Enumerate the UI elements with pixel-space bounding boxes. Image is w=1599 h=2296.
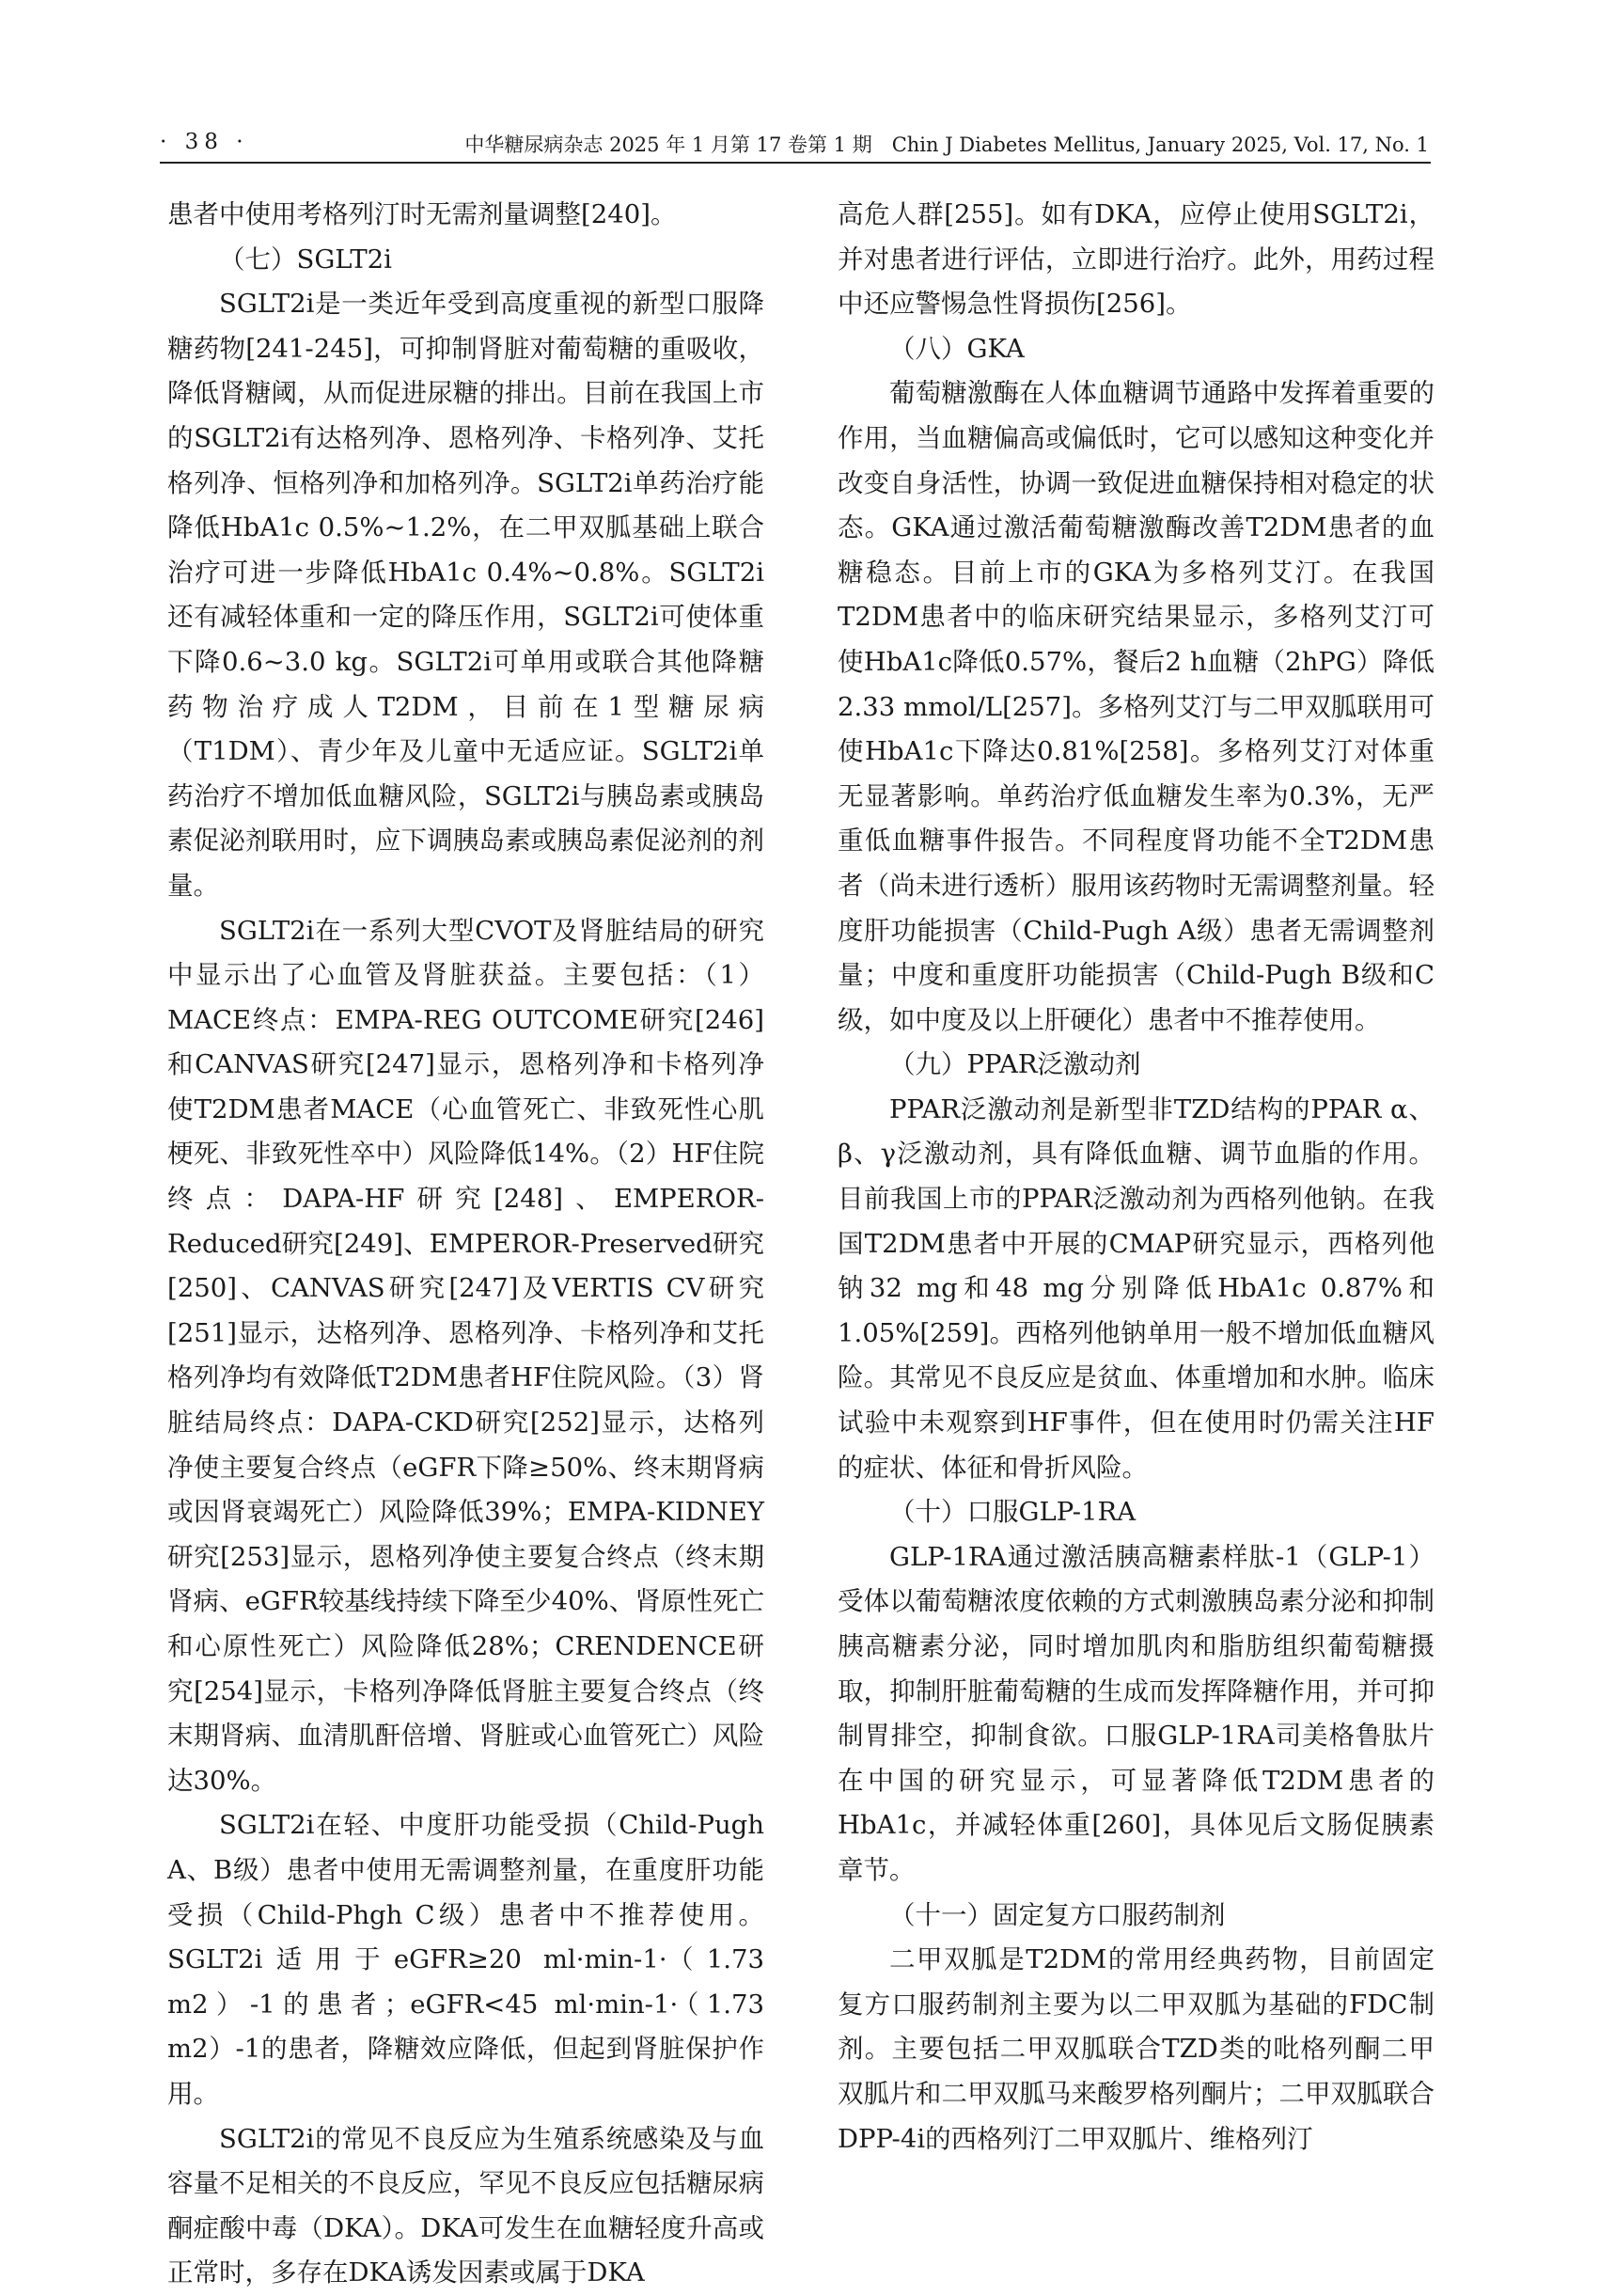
paragraph: 葡萄糖激酶在人体血糖调节通路中发挥着重要的作用，当血糖偏高或偏低时，它可以感知这种变化并改变自身活性，协调一致促进血糖保持相对稳定的状态。GKA通过激活葡萄糖激酶改善T2DM患者的血糖稳态。目前上市的GKA为多格列艾汀。在我国T2DM患者中的临床研究结果显示，多格列艾汀可使HbA1c降低0.57%，餐后2 h血糖（2hPG）降低2.33 mmol/L[257]。多格列艾汀与二甲双胍联用可使HbA1c下降达0.81%[258]。多格列艾汀对体重无显著影响。单药治疗低血糖发生率为0.3%，无严重低血糖事件报告。不同程度肾功能不全T2DM患者（尚未进行透析）服用该药物时无需调整剂量。轻度肝功能损害（Child-Pugh A级）患者无需调整剂量；中度和重度肝功能损害（Child-Pugh B级和C级，如中度及以上肝硬化）患者中不推荐使用。 xyxy=(838,378,1434,1035)
journal-citation-line: 中华糖尿病杂志 2025 年 1 月第 17 卷第 1 期 Chin J Diabetes Mellitus, January 2025, Vol. 17, No. 1 xyxy=(464,134,1429,156)
header-rule xyxy=(160,162,1431,164)
paragraph: SGLT2i是一类近年受到高度重视的新型口服降糖药物[241-245]，可抑制肾脏对葡萄糖的重吸收，降低肾糖阈，从而促进尿糖的排出。目前在我国上市的SGLT2i有达格列净、恩格列净、卡格列净、艾托格列净、恒格列净和加格列净。SGLT2i单药治疗能降低HbA1c 0.5%~1.2%，在二甲双胍基础上联合治疗可进一步降低HbA1c 0.4%~0.8%。SGLT2i还有减轻体重和一定的降压作用，SGLT2i可使体重下降0.6~3.0 kg。SGLT2i可单用或联合其他降糖药物治疗成人T2DM，目前在1型糖尿病（T1DM）、青少年及儿童中无适应证。SGLT2i单药治疗不增加低血糖风险，SGLT2i与胰岛素或胰岛素促泌剂联用时，应下调胰岛素或胰岛素促泌剂的剂量。 xyxy=(167,289,764,901)
section-heading-fdc: （十一）固定复方口服药制剂 xyxy=(889,1899,1226,1930)
paragraph: GLP-1RA通过激活胰高糖素样肽-1（GLP-1）受体以葡萄糖浓度依赖的方式刺激胰岛素分泌和抑制胰高糖素分泌，同时增加肌肉和脂肪组织葡萄糖摄取，抑制肝脏葡萄糖的生成而发挥降糖作用，并可抑制胃排空，抑制食欲。口服GLP-1RA司美格鲁肽片在中国的研究显示，可显著降低T2DM患者的HbA1c，并减轻体重[260]，具体见后文肠促胰素章节。 xyxy=(838,1541,1434,1885)
paragraph: 患者中使用考格列汀时无需剂量调整[240]。 xyxy=(167,199,677,229)
section-heading-sglt2i: （七）SGLT2i xyxy=(219,244,392,275)
section-heading-ppar: （九）PPAR泛激动剂 xyxy=(889,1049,1141,1080)
left-column xyxy=(167,193,764,2296)
paragraph: 高危人群[255]。如有DKA，应停止使用SGLT2i，并对患者进行评估，立即进行治疗。此外，用药过程中还应警惕急性肾损伤[256]。 xyxy=(838,199,1434,320)
right-column xyxy=(838,193,1434,2162)
running-header xyxy=(160,130,1429,162)
paragraph: SGLT2i的常见不良反应为生殖系统感染及与血容量不足相关的不良反应，罕见不良反应包括糖尿病酮症酸中毒（DKA）。DKA可发生在血糖轻度升高或正常时，多存在DKA诱发因素或属于DKA xyxy=(167,2123,764,2288)
page-number: · 38 · xyxy=(160,130,249,154)
paragraph: PPAR泛激动剂是新型非TZD结构的PPAR α、β、γ泛激动剂，具有降低血糖、调节血脂的作用。目前我国上市的PPAR泛激动剂为西格列他钠。在我国T2DM患者中开展的CMAP研究显示，西格列他钠32 mg和48 mg分别降低HbA1c 0.87%和1.05%[259]。西格列他钠单用一般不增加低血糖风险。其常见不良反应是贫血、体重增加和水肿。临床试验中未观察到HF事件，但在使用时仍需关注HF的症状、体征和骨折风险。 xyxy=(838,1093,1434,1483)
paragraph: 二甲双胍是T2DM的常用经典药物，目前固定复方口服药制剂主要为以二甲双胍为基础的FDC制剂。主要包括二甲双胍联合TZD类的吡格列酮二甲双胍片和二甲双胍马来酸罗格列酮片；二甲双胍联合DPP-4i的西格列汀二甲双胍片、维格列汀 xyxy=(838,1944,1434,2154)
section-heading-gka: （八）GKA xyxy=(889,333,1025,364)
section-heading-oral-glp1ra: （十）口服GLP-1RA xyxy=(889,1497,1137,1528)
paragraph: SGLT2i在轻、中度肝功能受损（Child-Pugh A、B级）患者中使用无需调整剂量，在重度肝功能受损（Child-Phgh C级）患者中不推荐使用。SGLT2i适用于eGFR≥20 ml·min-1·（1.73 m2）-1的患者；eGFR<45 ml·min-1·（1.73 m2）-1的患者，降糖效应降低，但起到肾脏保护作用。 xyxy=(167,1810,764,2109)
paragraph: SGLT2i在一系列大型CVOT及肾脏结局的研究中显示出了心血管及肾脏获益。主要包括：（1）MACE终点：EMPA-REG OUTCOME研究[246]和CANVAS研究[247]显示，恩格列净和卡格列净使T2DM患者MACE（心血管死亡、非致死性心肌梗死、非致死性卒中）风险降低14%。（2）HF住院终点：DAPA-HF研究[248]、EMPEROR-Reduced研究[249]、EMPEROR-Preserved研究[250]、CANVAS研究[247]及VERTIS CV研究[251]显示，达格列净、恩格列净、卡格列净和艾托格列净均有效降低T2DM患者HF住院风险。（3）肾脏结局终点：DAPA-CKD研究[252]显示，达格列净使主要复合终点（eGFR下降≥50%、终末期肾病或因肾衰竭死亡）风险降低39%；EMPA-KIDNEY研究[253]显示，恩格列净使主要复合终点（终末期肾病、eGFR较基线持续下降至少40%、肾原性死亡和心原性死亡）风险降低28%；CRENDENCE研究[254]显示，卡格列净降低肾脏主要复合终点（终末期肾病、血清肌酐倍增、肾脏或心血管死亡）风险达30%。 xyxy=(167,915,764,1796)
